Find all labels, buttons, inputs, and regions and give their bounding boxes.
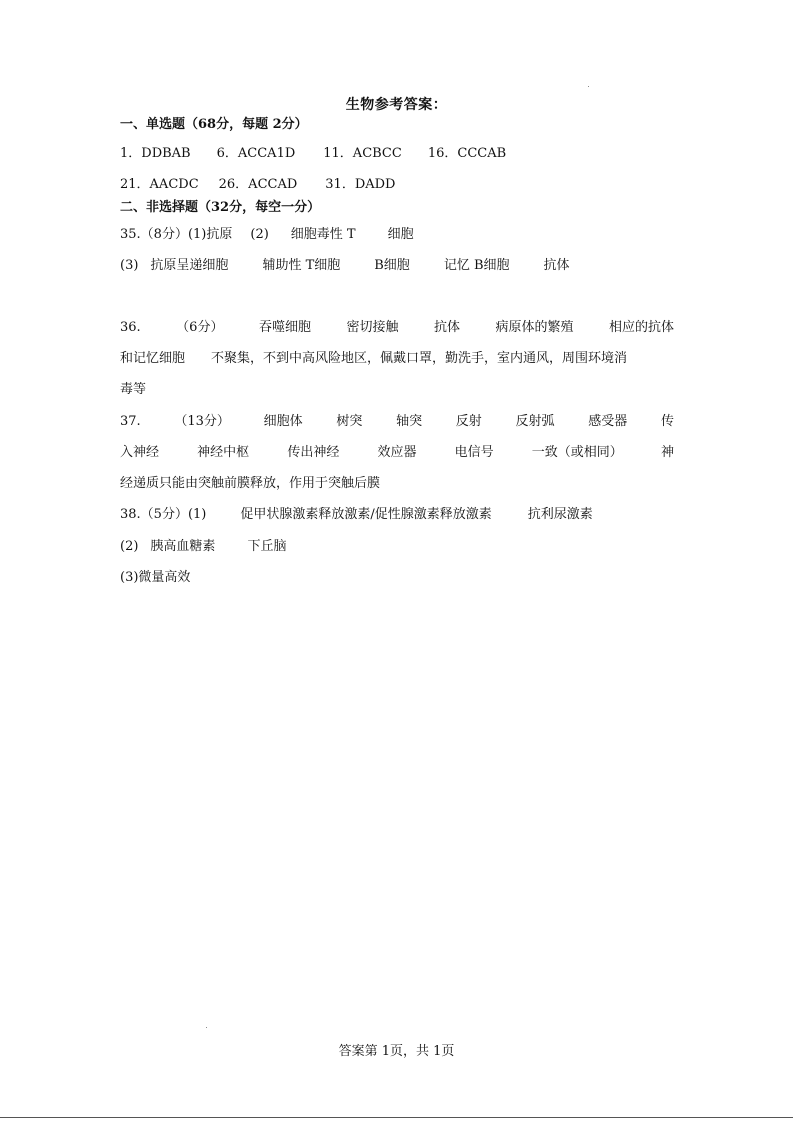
q37-part: 神经中枢 (197, 445, 250, 460)
q37-part: 反射 (455, 414, 482, 429)
scan-speck (588, 86, 589, 87)
scan-speck (206, 1027, 207, 1028)
answer-row-1 (120, 145, 506, 163)
q36-part: 病原体的繁殖 (495, 320, 574, 335)
q37-part: 一致（或相同） (531, 445, 623, 460)
q36-line-3: 毒等 (120, 382, 147, 397)
answer-group: 31．DADD (325, 177, 396, 192)
q37-part: 神 (660, 445, 674, 460)
q37-part: （13分） (174, 414, 230, 429)
q38-part: 下丘脑 (247, 539, 287, 554)
q38-line-2 (120, 538, 286, 556)
q36-part: 抗体 (433, 320, 460, 335)
q35-part: (3) (120, 258, 139, 273)
answer-row-2 (120, 176, 395, 194)
section-heading-single-choice: 一、单选题（68分，每题 2分） (120, 117, 308, 132)
q37-part: 轴突 (396, 414, 423, 429)
q37-part: 传 (660, 414, 674, 429)
q36-part: （6分） (176, 320, 224, 335)
q36-line-1 (120, 319, 674, 337)
q36-part: 不聚集，不到中高风险地区，佩戴口罩，勤洗手，室内通风，周围环境消 (211, 351, 628, 366)
q35-part: 细胞毒性 T (290, 227, 356, 242)
answer-group: 6．ACCA1D (216, 146, 296, 161)
q37-part: 电信号 (454, 445, 494, 460)
q35-line-2 (120, 257, 570, 275)
q37-part: 反射弧 (515, 414, 555, 429)
q37-part: 细胞体 (263, 414, 303, 429)
q38-part: 促甲状腺激素释放激素/促性腺激素释放激素 (240, 507, 492, 522)
q37-part: 效应器 (377, 445, 417, 460)
q37-part: 树突 (336, 414, 363, 429)
q36-part: 密切接触 (346, 320, 399, 335)
q37-line-2 (120, 444, 674, 462)
q37-line-1 (120, 413, 674, 431)
q36-part: 36. (120, 320, 141, 335)
q35-part: 细胞 (387, 227, 414, 242)
q36-part: 和记忆细胞 (120, 351, 186, 366)
q37-part: 入神经 (120, 445, 160, 460)
q38-part: 胰高血糖素 (150, 539, 216, 554)
q35-part: B细胞 (374, 258, 410, 273)
q38-line-1 (120, 506, 593, 524)
answer-group: 1．DDBAB (120, 146, 191, 161)
q35-part: (2) (250, 227, 269, 242)
section-heading-non-choice: 二、非选择题（32分，每空一分） (120, 200, 321, 215)
q38-part: (2) (120, 539, 139, 554)
q35-line-1 (120, 226, 414, 244)
page-footer: 答案第 1页，共 1页 (338, 1044, 455, 1059)
q35-part: 辅助性 T细胞 (262, 258, 341, 273)
answer-group: 11．ACBCC (323, 146, 402, 161)
bottom-rule (0, 1117, 793, 1118)
q35-part: 记忆 B细胞 (443, 258, 510, 273)
q35-part: 35.（8分）(1)抗原 (120, 227, 233, 242)
q36-part: 吞噬细胞 (258, 320, 311, 335)
q37-part: 感受器 (588, 414, 628, 429)
q37-line-3: 经递质只能由突触前膜释放，作用于突触后膜 (120, 476, 381, 491)
q37-part: 37. (120, 414, 141, 429)
q38-line-3: (3)微量高效 (120, 570, 191, 585)
page-title: 生物参考答案： (345, 97, 448, 113)
q36-line-2 (120, 350, 627, 368)
q35-part: 抗原呈递细胞 (150, 258, 229, 273)
q36-part: 相应的抗体 (608, 320, 674, 335)
q38-part: 38.（5分）(1) (120, 507, 207, 522)
q35-part: 抗体 (543, 258, 570, 273)
answer-group: 26．ACCAD (218, 177, 298, 192)
q38-part: 抗利尿激素 (527, 507, 593, 522)
answer-group: 16．CCCAB (427, 146, 507, 161)
q37-part: 传出神经 (287, 445, 340, 460)
answer-group: 21．AACDC (120, 177, 199, 192)
